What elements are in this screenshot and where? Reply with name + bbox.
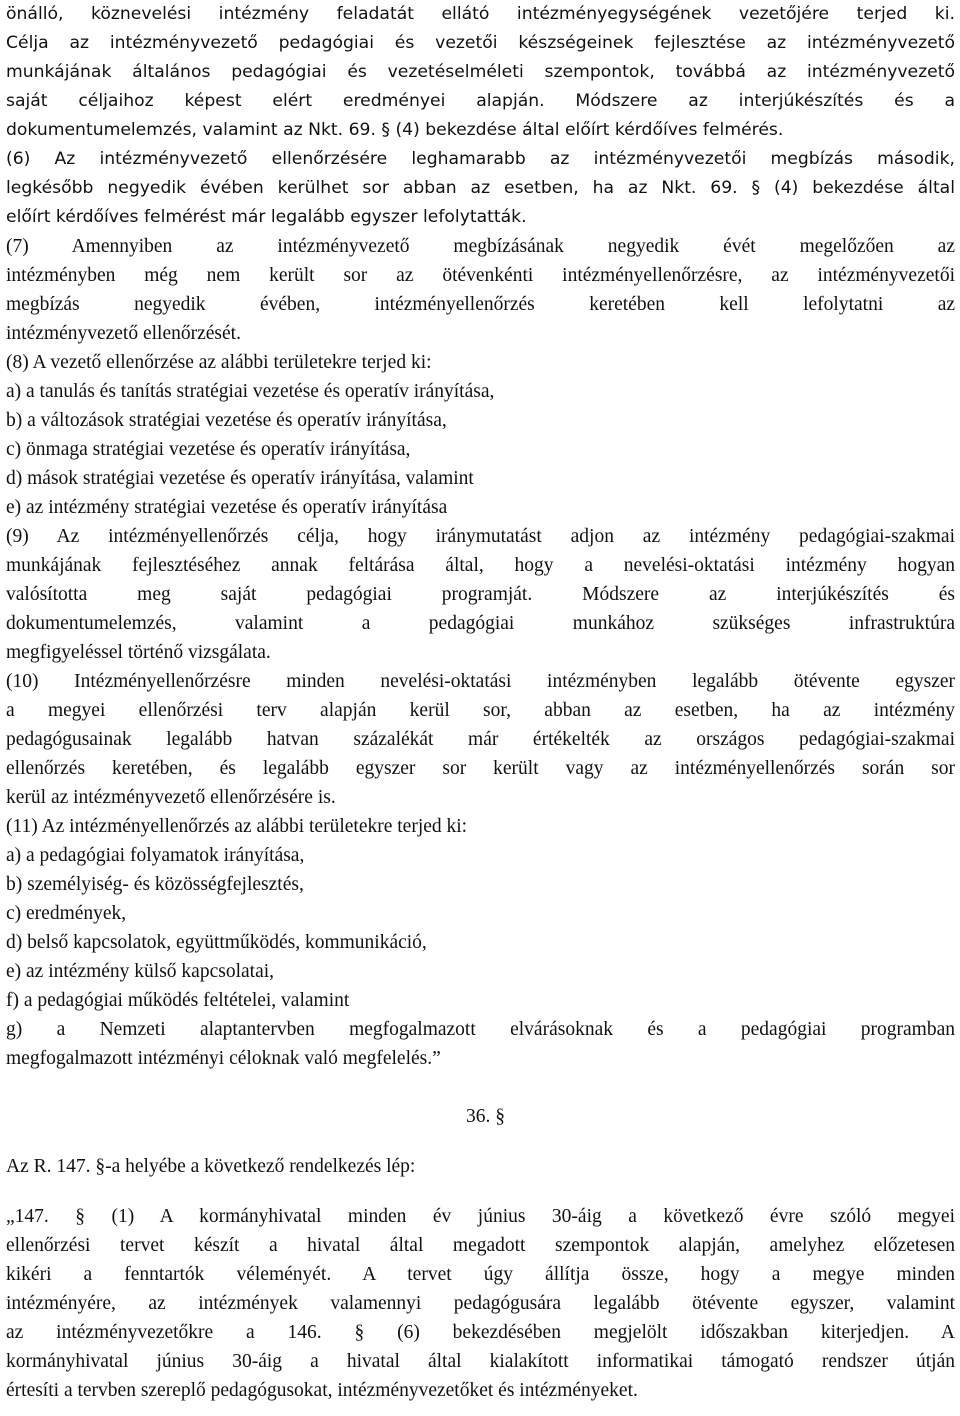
- text-line: ellenőrzés keretében, és legalább egyszer sor került vagy az intézményellenőrzés során sor: [6, 758, 955, 779]
- paragraph-6: [6, 145, 955, 232]
- spacer: [6, 1073, 955, 1102]
- text-line: intézményére, az intézmények valamennyi pedagógusára legalább ötévente egyszer, valamint: [6, 1293, 955, 1314]
- text-line: kerül az intézményvezető ellenőrzésére is.: [6, 787, 336, 808]
- text-line: intézményben még nem került sor az ötévenkénti intézményellenőrzésre, az intézményvezetői: [6, 265, 955, 286]
- document-page: [6, 0, 955, 1405]
- paragraph-7: [6, 232, 955, 348]
- amendment-intro: Az R. 147. §-a helyébe a következő rendelkezés lép:: [6, 1156, 416, 1177]
- list-item-continuation: megfogalmazott intézményi céloknak való megfelelés.”: [6, 1048, 441, 1069]
- text-line: önálló, köznevelési intézmény feladatát ellátó intézményegységének vezetőjére terjed ki.: [6, 4, 955, 24]
- list-item: e) az intézmény stratégiai vezetése és operatív irányítása: [6, 497, 448, 518]
- text-line: megbízás negyedik évében, intézményellenőrzés keretében kell lefolytatni az: [6, 294, 955, 315]
- text-line: munkájának általános pedagógiai és vezetéselméleti szempontok, továbbá az intézményvezető: [6, 62, 955, 82]
- text-line: pedagógusainak legalább hatvan százalékát már értékelték az országos pedagógiai-szakmai: [6, 729, 955, 750]
- list-item: g) a Nemzeti alaptantervben megfogalmazott elvárásoknak és a pedagógiai programban: [6, 1019, 955, 1040]
- text-line: előírt kérdőíves felmérést már legalább egyszer lefolytatták.: [6, 207, 527, 227]
- text-line: (10) Intézményellenőrzésre minden nevelési-oktatási intézményben legalább ötévente egyszer: [6, 671, 955, 692]
- paragraph-11: [6, 812, 955, 1073]
- text-line: munkájának fejlesztéséhez annak feltárása által, hogy a nevelési-oktatási intézmény hogyan: [6, 555, 955, 576]
- paragraph-10: [6, 667, 955, 812]
- list-item: d) belső kapcsolatok, együttműködés, kommunikáció,: [6, 932, 427, 953]
- text-line: kormányhivatal június 30-áig a hivatal által kialakított informatikai támogató rendszer útján: [6, 1351, 955, 1372]
- list-item: e) az intézmény külső kapcsolatai,: [6, 961, 275, 982]
- text-line: intézményvezető ellenőrzését.: [6, 323, 241, 344]
- section-number: 36. §: [466, 1106, 505, 1127]
- text-line: az intézményvezetőkre a 146. § (6) bekezdésében megjelölt időszakban kiterjedjen. A: [6, 1322, 955, 1343]
- spacer: [6, 1181, 955, 1202]
- paragraph-8: [6, 348, 955, 522]
- paragraph-5-tail: [6, 0, 955, 145]
- list-item: a) a tanulás és tanítás stratégiai vezetése és operatív irányítása,: [6, 381, 495, 402]
- list-item: d) mások stratégiai vezetése és operatív irányítása, valamint: [6, 468, 474, 489]
- list-item: c) önmaga stratégiai vezetése és operatív irányítása,: [6, 439, 411, 460]
- text-line: Célja az intézményvezető pedagógiai és vezetői készségeinek fejlesztése az intézményvezető: [6, 33, 955, 53]
- text-line: értesíti a tervben szereplő pedagógusokat, intézményvezetőket és intézményeket.: [6, 1380, 638, 1401]
- text-line: megfigyeléssel történő vizsgálata.: [6, 642, 271, 663]
- text-line: dokumentumelemzés, valamint az Nkt. 69. § (4) bekezdése által előírt kérdőíves felmérés.: [6, 120, 784, 140]
- text-line: saját céljaihoz képest elért eredményei alapján. Módszere az interjúkészítés és a: [6, 91, 955, 111]
- list-item: b) a változások stratégiai vezetése és operatív irányítása,: [6, 410, 447, 431]
- list-intro: (8) A vezető ellenőrzése az alábbi területekre terjed ki:: [6, 352, 432, 373]
- spacer: [6, 1131, 955, 1152]
- text-line: (6) Az intézményvezető ellenőrzésére leghamarabb az intézményvezetői megbízás második,: [6, 149, 955, 169]
- list-item: c) eredmények,: [6, 903, 127, 924]
- text-line: „147. § (1) A kormányhivatal minden év június 30-áig a következő évre szóló megyei: [6, 1206, 955, 1227]
- paragraph-9: [6, 522, 955, 667]
- text-line: kikéri a fenntartók véleményét. A tervet úgy állítja össze, hogy a megye minden: [6, 1264, 955, 1285]
- text-line: ellenőrzési tervet készít a hivatal által megadott szempontok alapján, amelyhez előzetesen: [6, 1235, 955, 1256]
- section-147: [6, 1202, 955, 1405]
- text-line: dokumentumelemzés, valamint a pedagógiai munkához szükséges infrastruktúra: [6, 613, 955, 634]
- list-item: b) személyiség- és közösségfejlesztés,: [6, 874, 304, 895]
- list-item: f) a pedagógiai működés feltételei, valamint: [6, 990, 350, 1011]
- text-line: valósította meg saját pedagógiai programját. Módszere az interjúkészítés és: [6, 584, 955, 605]
- list-intro: (11) Az intézményellenőrzés az alábbi területekre terjed ki:: [6, 816, 468, 837]
- list-item: a) a pedagógiai folyamatok irányítása,: [6, 845, 305, 866]
- text-line: a megyei ellenőrzési terv alapján kerül sor, abban az esetben, ha az intézmény: [6, 700, 955, 721]
- text-line: legkésőbb negyedik évében kerülhet sor abban az esetben, ha az Nkt. 69. § (4) bekezdése által: [6, 178, 955, 198]
- text-line: (9) Az intézményellenőrzés célja, hogy iránymutatást adjon az intézmény pedagógiai-szakmai: [6, 526, 955, 547]
- text-line: (7) Amennyiben az intézményvezető megbízásának negyedik évét megelőzően az: [6, 236, 955, 257]
